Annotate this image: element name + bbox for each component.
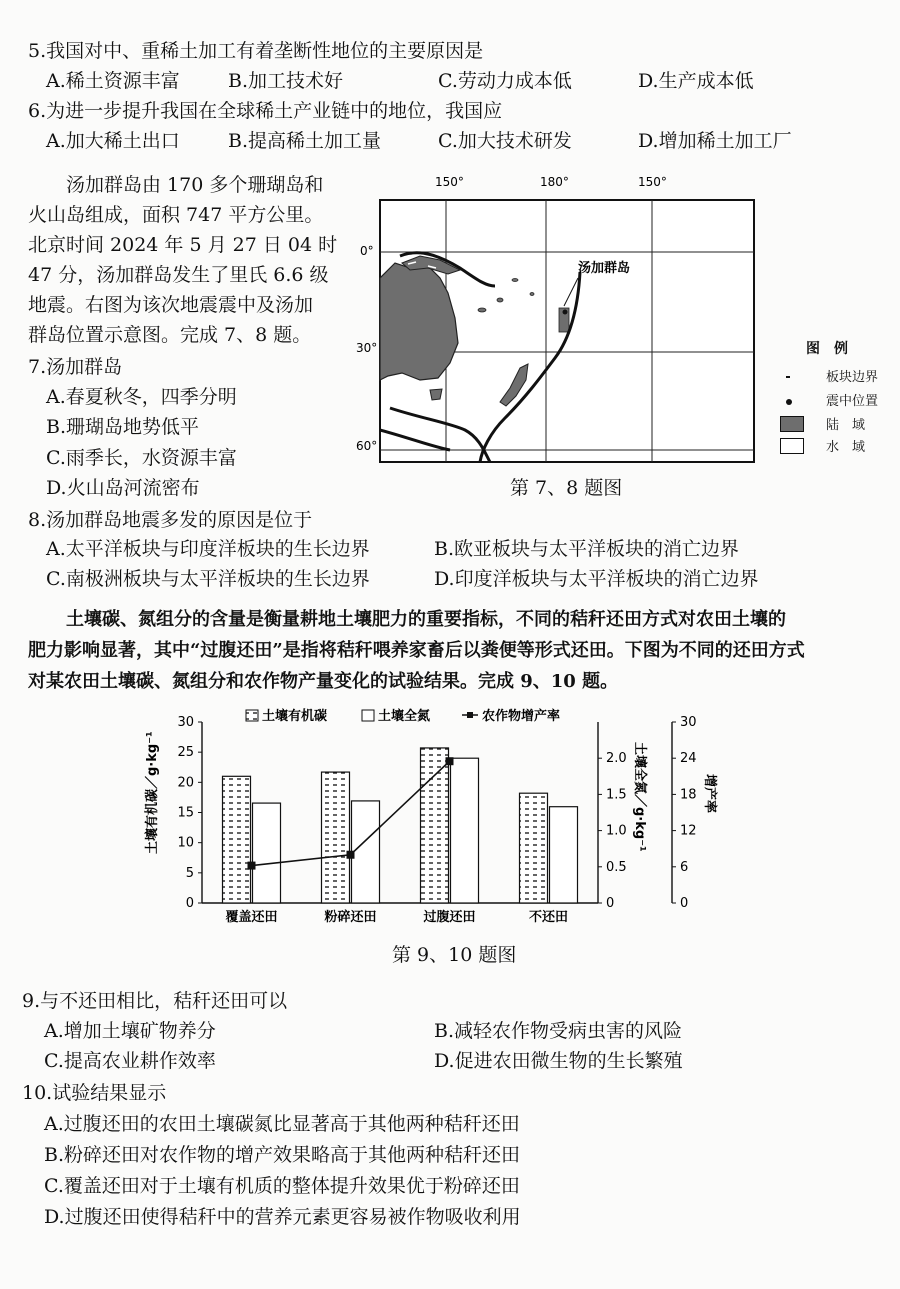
q7-stem: 7.汤加群岛 [28,356,123,378]
q8-option-c[interactable]: C.南极洲板块与太平洋板块的生长边界 [46,568,370,590]
q5-option-b[interactable]: B.加工技术好 [228,70,344,92]
soil-chart-svg [140,704,740,924]
soil-intro-line: 土壤碳、氮组分的含量是衡量耕地土壤肥力的重要指标，不同的秸秆还田方式对农田土壤的 [66,609,786,630]
map-lat-label: 60° [356,439,378,453]
left-axis-tick-label: 5 [185,865,194,881]
bar-organic-carbon [421,748,449,903]
legend-item: 陆 域 [826,418,866,433]
yield-point [347,851,355,859]
soil-intro-line: 对某农田土壤碳、氮组分和农作物产量变化的试验结果。完成 9、10 题。 [28,671,619,692]
q7-option-b[interactable]: B.珊瑚岛地势低平 [46,416,200,438]
chart-caption: 第 9、10 题图 [392,944,517,966]
tonga-intro-line: 北京时间 2024 年 5 月 27 日 04 时 [28,234,338,256]
q9-option-b[interactable]: B.减轻农作物受病虫害的风险 [434,1020,683,1042]
right2-axis-tick-label: 24 [680,751,697,767]
soil-intro [28,604,805,697]
legend-nitrogen-label: 土壤全氮 [378,709,431,724]
q9-option-c[interactable]: C.提高农业耕作效率 [44,1050,216,1072]
q6-stem: 6.为进一步提升我国在全球稀土产业链中的地位，我国应 [28,100,503,122]
bar-total-nitrogen [352,801,380,903]
map-legend-title: 图 例 [806,341,848,357]
left-axis-tick-label: 0 [185,896,194,911]
yield-point [248,862,256,870]
soil-intro-line: 肥力影响显著，其中“过腹还田”是指将秸秆喂养家畜后以粪便等形式还田。下图为不同的还田方式 [28,640,805,661]
right2-axis-title: 增产率 [702,774,717,814]
legend-carbon-label: 土壤有机碳 [262,709,328,724]
legend-item: 震中位置 [826,394,879,409]
legend-item: 板块边界 [826,370,879,385]
bar-organic-carbon [520,793,548,903]
q10-option-a[interactable]: A.过腹还田的农田土壤碳氮比显著高于其他两种秸秆还田 [44,1113,520,1135]
map-caption: 第 7、8 题图 [510,477,623,499]
right1-axis-tick-label: 2.0 [606,751,627,767]
q10-option-d[interactable]: D.过腹还田使得秸秆中的营养元素更容易被作物吸收利用 [44,1206,521,1228]
category-label: 不还田 [528,910,569,924]
q9-option-d[interactable]: D.促进农田微生物的生长繁殖 [434,1050,683,1072]
category-label: 覆盖还田 [225,910,278,924]
q6-option-c[interactable]: C.加大技术研发 [438,130,572,152]
bar-total-nitrogen [451,758,479,903]
chart-legend [246,708,560,724]
q5-option-d[interactable]: D.生产成本低 [638,70,754,92]
q5-option-a[interactable]: A.稀土资源丰富 [46,70,180,92]
q10-stem: 10.试验结果显示 [22,1082,167,1104]
right1-axis-tick-label: 1.5 [606,787,627,803]
map-figure [350,168,770,468]
q5-stem: 5.我国对中、重稀土加工有着垄断性地位的主要原因是 [28,40,484,62]
q9-option-a[interactable]: A.增加土壤矿物养分 [44,1020,216,1042]
left-axis-tick-label: 30 [177,715,194,730]
yield-line [252,761,450,865]
left-axis-tick-label: 20 [177,775,194,791]
legend-item: 水 域 [826,440,866,455]
legend-nitrogen-swatch [362,710,374,721]
soil-chart [140,704,740,924]
bar-total-nitrogen [550,807,578,903]
right1-axis-tick-label: 0.5 [606,859,627,875]
legend-yield-marker [467,712,473,718]
q6-option-a[interactable]: A.加大稀土出口 [46,130,180,152]
right1-axis-tick-label: 1.0 [606,823,627,839]
tonga-intro-line: 火山岛组成，面积 747 平方公里。 [28,204,324,226]
map-svg [350,168,770,468]
map-lon-label: 150° [435,175,464,189]
map-lat-label: 0° [360,244,374,258]
q8-option-d[interactable]: D.印度洋板块与太平洋板块的消亡边界 [434,568,759,590]
tonga-intro-line: 群岛位置示意图。完成 7、8 题。 [28,324,312,346]
q5-option-c[interactable]: C.劳动力成本低 [438,70,572,92]
water-legend-icon [780,438,804,454]
q10-option-b[interactable]: B.粉碎还田对农作物的增产效果略高于其他两种秸秆还田 [44,1144,521,1166]
map-lon-label: 150° [638,175,667,189]
epicenter-legend-icon [786,399,792,405]
legend-carbon-swatch [246,710,258,721]
map-lat-label: 30° [356,341,378,355]
land-legend-icon [780,416,804,432]
q8-option-b[interactable]: B.欧亚板块与太平洋板块的消亡边界 [434,538,740,560]
tasmania-land [430,389,442,400]
tonga-label: 汤加群岛 [578,261,631,276]
left-axis-tick-label: 15 [177,805,194,821]
tonga-intro-line: 47 分，汤加群岛发生了里氏 6.6 级 [28,264,329,286]
yield-point [446,757,454,765]
right2-axis-tick-label: 30 [680,715,697,730]
legend-yield-label: 农作物增产率 [482,709,561,724]
q6-option-d[interactable]: D.增加稀土加工厂 [638,130,792,152]
map-lon-label: 180° [540,175,569,189]
category-label: 过腹还田 [423,910,476,924]
right2-axis-tick-label: 6 [680,859,689,875]
bar-organic-carbon [223,776,251,903]
tonga-intro [28,170,337,350]
category-label: 粉碎还田 [324,910,377,924]
plate-boundary-legend-icon [786,376,790,378]
right2-axis-tick-label: 12 [680,823,697,839]
left-axis-tick-label: 25 [177,745,194,761]
right1-axis-title: 土壤全氮／g·kg⁻¹ [632,742,647,852]
q7-option-d[interactable]: D.火山岛河流密布 [46,477,200,499]
right1-axis-tick-label: 0 [606,896,615,911]
q6-option-b[interactable]: B.提高稀土加工量 [228,130,382,152]
q7-option-a[interactable]: A.春夏秋冬，四季分明 [46,386,237,408]
q8-stem: 8.汤加群岛地震多发的原因是位于 [28,509,313,531]
right2-axis-tick-label: 0 [680,896,689,911]
bar-total-nitrogen [253,803,281,903]
left-axis-tick-label: 10 [177,835,194,851]
q8-option-a[interactable]: A.太平洋板块与印度洋板块的生长边界 [46,538,370,560]
tonga-intro-line: 地震。右图为该次地震震中及汤加 [28,294,314,316]
q10-option-c[interactable]: C.覆盖还田对于土壤有机质的整体提升效果优于粉碎还田 [44,1175,520,1197]
epicenter-dot [563,310,568,315]
bar-organic-carbon [322,772,350,903]
tonga-intro-line: 汤加群岛由 170 多个珊瑚岛和 [66,174,324,196]
right2-axis-tick-label: 18 [680,787,697,803]
left-axis-title: 土壤有机碳／g·kg⁻¹ [145,731,160,854]
q9-stem: 9.与不还田相比，秸秆还田可以 [22,990,288,1012]
q7-option-c[interactable]: C.雨季长，水资源丰富 [46,447,237,469]
